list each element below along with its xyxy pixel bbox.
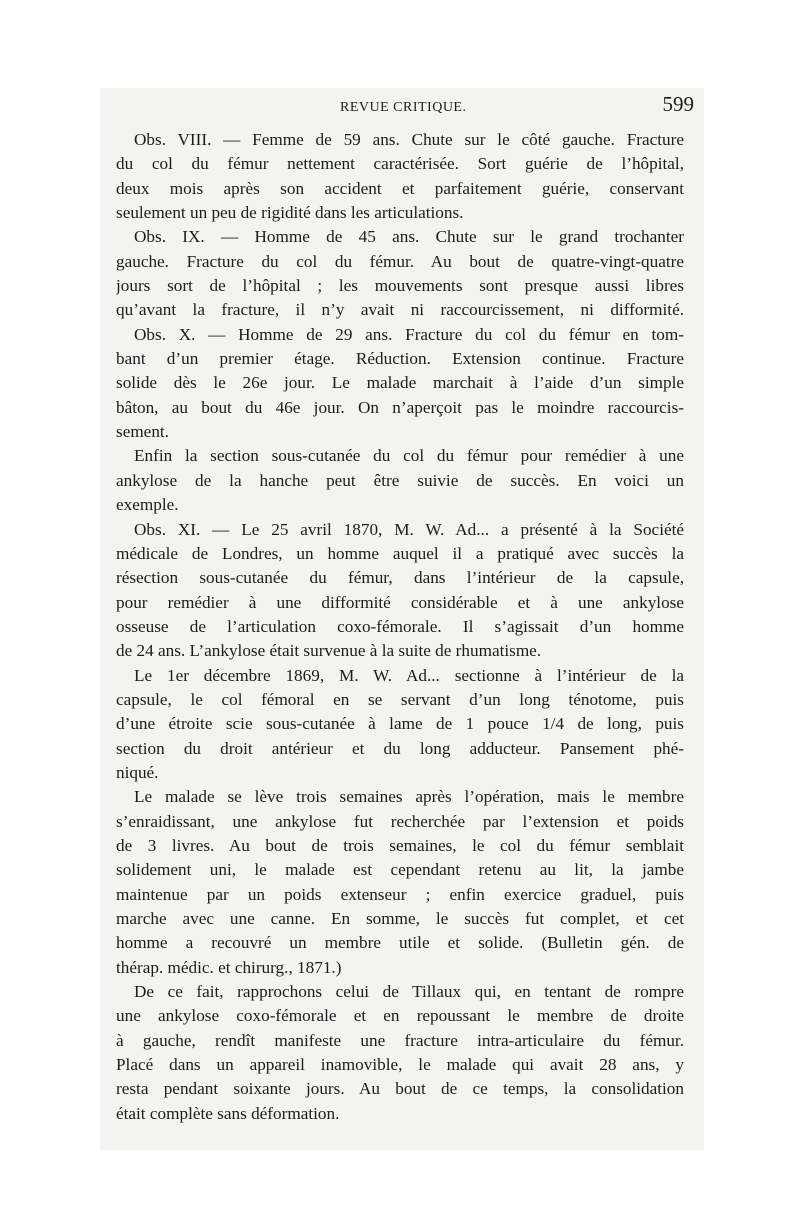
text-line: deux mois après son accident et parfaitement guérie, conservant	[116, 178, 684, 198]
text-line: exemple.	[116, 495, 179, 515]
page-number: 599	[662, 92, 694, 116]
text-line: resta pendant soixante jours. Au bout de ce temps, la consolidation	[116, 1079, 684, 1099]
text-line: niqué.	[116, 762, 159, 782]
text-line: Le 1er décembre 1869, M. W. Ad... sectionne à l’intérieur de la	[134, 665, 684, 685]
text-line: qu’avant la fracture, il n’y avait ni raccourcissement, ni difformité.	[116, 300, 684, 320]
text-line: bâton, au bout du 46e jour. On n’aperçoit pas le moindre raccourcis-	[116, 397, 684, 417]
text-line: de 24 ans. L’ankylose était survenue à la suite de rhumatisme.	[116, 641, 542, 661]
text-line: du col du fémur nettement caractérisée. Sort guérie de l’hôpital,	[116, 154, 684, 174]
text-line: Obs. IX. — Homme de 45 ans. Chute sur le grand trochanter	[134, 227, 684, 247]
text-line: une ankylose coxo-fémorale et en repoussant le membre de droite	[116, 1006, 684, 1026]
text-line: Le malade se lève trois semaines après l’opération, mais le membre	[134, 787, 684, 807]
text-line: solidement uni, le malade est cependant retenu au lit, la jambe	[116, 860, 684, 880]
text-line: jours sort de l’hôpital ; les mouvements sont presque aussi libres	[116, 276, 684, 296]
text-line: maintenue par un poids extenseur ; enfin exercice graduel, puis	[116, 884, 684, 904]
text-line: s’enraidissant, une ankylose fut recherchée par l’extension et poids	[116, 811, 684, 831]
text-line: d’une étroite scie sous-cutanée à lame de 1 pouce 1/4 de long, puis	[116, 714, 684, 734]
text-line: sement.	[116, 422, 169, 442]
text-line: thérap. médic. et chirurg., 1871.)	[116, 957, 342, 977]
text-line: marche avec une canne. En somme, le succès fut complet, et cet	[116, 909, 684, 928]
text-line: était complète sans déformation.	[116, 1103, 340, 1123]
text-line: seulement un peu de rigidité dans les articulations.	[116, 203, 464, 223]
text-line: bant d’un premier étage. Réduction. Extension continue. Fracture	[116, 349, 684, 369]
body-text	[116, 128, 684, 1126]
text-line: homme a recouvré un membre utile et solide. (Bulletin gén. de	[116, 933, 684, 953]
text-line: résection sous-cutanée du fémur, dans l’intérieur de la capsule,	[116, 568, 684, 588]
text-line: médicale de Londres, un homme auquel il a pratiqué avec succès la	[116, 543, 684, 563]
text-line: section du droit antérieur et du long adducteur. Pansement phé-	[116, 738, 684, 758]
text-line: gauche. Fracture du col du fémur. Au bout de quatre-vingt-quatre	[116, 251, 684, 271]
running-title: REVUE CRITIQUE.	[340, 100, 467, 115]
text-line: De ce fait, rapprochons celui de Tillaux qui, en tentant de rompre	[134, 982, 684, 1002]
text-line: capsule, le col fémoral en se servant d’un long ténotome, puis	[116, 689, 684, 709]
text-line: Obs. XI. — Le 25 avril 1870, M. W. Ad... a présenté à la Société	[134, 519, 684, 539]
text-line: ankylose de la hanche peut être suivie de succès. En voici un	[116, 470, 684, 490]
text-line: à gauche, rendît manifeste une fracture intra-articulaire du fémur.	[116, 1030, 684, 1050]
text-line: Placé dans un appareil inamovible, le malade qui avait 28 ans, y	[116, 1055, 684, 1075]
text-line: de 3 livres. Au bout de trois semaines, le col du fémur semblait	[116, 835, 684, 855]
text-line: osseuse de l’articulation coxo-fémorale. Il s’agissait d’un homme	[116, 616, 684, 636]
text-line: Obs. VIII. — Femme de 59 ans. Chute sur le côté gauche. Fracture	[134, 130, 684, 149]
running-header	[116, 92, 700, 122]
text-line: Obs. X. — Homme de 29 ans. Fracture du col du fémur en tom-	[134, 324, 684, 344]
text-line: solide dès le 26e jour. Le malade marchait à l’aide d’un simple	[116, 373, 684, 393]
text-line: Enfin la section sous-cutanée du col du fémur pour remédier à une	[134, 446, 684, 466]
text-line: pour remédier à une difformité considérable et à une ankylose	[116, 592, 684, 612]
